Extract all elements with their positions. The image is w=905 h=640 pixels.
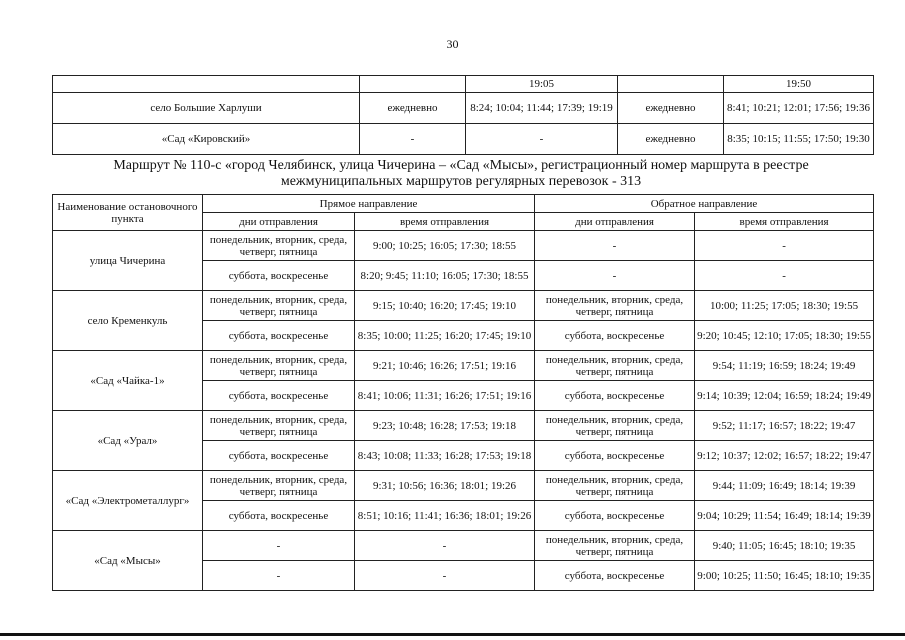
times-backward-cell: 9:00; 10:25; 11:50; 16:45; 18:10; 19:35 [695, 561, 874, 591]
days-forward-cell: понедельник, вторник, среда, четверг, пятница [203, 471, 355, 501]
days-forward-cell: - [360, 124, 466, 155]
times-backward-cell: - [695, 261, 874, 291]
table-row [53, 291, 874, 321]
days-forward-cell: понедельник, вторник, среда, четверг, пятница [203, 231, 355, 261]
stop-name-cell [53, 76, 360, 93]
days-backward-cell: - [535, 231, 695, 261]
times-forward-cell: 9:00; 10:25; 16:05; 17:30; 18:55 [355, 231, 535, 261]
days-backward-cell: суббота, воскресенье [535, 381, 695, 411]
stop-name-header: Наименование остановочного пункта [53, 195, 203, 231]
times-backward-cell: 10:00; 11:25; 17:05; 18:30; 19:55 [695, 291, 874, 321]
table-row [53, 351, 874, 381]
times-forward-cell: - [355, 561, 535, 591]
times-backward-cell: 19:50 [724, 76, 874, 93]
table-row [53, 76, 874, 93]
days-backward-cell: суббота, воскресенье [535, 561, 695, 591]
times-forward-cell: 8:51; 10:16; 11:41; 16:36; 18:01; 19:26 [355, 501, 535, 531]
times-backward-cell: 9:14; 10:39; 12:04; 16:59; 18:24; 19:49 [695, 381, 874, 411]
days-forward-cell: суббота, воскресенье [203, 441, 355, 471]
stop-name-cell: «Сад «Урал» [53, 411, 203, 471]
table-row [53, 231, 874, 261]
times-forward-cell: - [466, 124, 618, 155]
days-forward-cell: суббота, воскресенье [203, 501, 355, 531]
times-forward-cell: 8:41; 10:06; 11:31; 16:26; 17:51; 19:16 [355, 381, 535, 411]
times-forward-cell: 9:15; 10:40; 16:20; 17:45; 19:10 [355, 291, 535, 321]
times-forward-cell: 9:23; 10:48; 16:28; 17:53; 19:18 [355, 411, 535, 441]
days-backward-cell: суббота, воскресенье [535, 441, 695, 471]
days-backward-cell [618, 76, 724, 93]
stop-name-cell: «Сад «Чайка-1» [53, 351, 203, 411]
scan-edge-line [0, 633, 905, 636]
previous-route-table-tail [52, 75, 874, 155]
days-forward-header: дни отправления [203, 213, 355, 231]
times-forward-cell: 19:05 [466, 76, 618, 93]
backward-direction-header: Обратное направление [535, 195, 874, 213]
times-backward-cell: 9:54; 11:19; 16:59; 18:24; 19:49 [695, 351, 874, 381]
days-backward-cell: - [535, 261, 695, 291]
days-backward-header: дни отправления [535, 213, 695, 231]
table-row [53, 471, 874, 501]
times-forward-cell: 8:43; 10:08; 11:33; 16:28; 17:53; 19:18 [355, 441, 535, 471]
days-backward-cell: понедельник, вторник, среда, четверг, пятница [535, 471, 695, 501]
days-forward-cell: суббота, воскресенье [203, 261, 355, 291]
days-backward-cell: суббота, воскресенье [535, 321, 695, 351]
days-backward-cell: понедельник, вторник, среда, четверг, пятница [535, 531, 695, 561]
days-backward-cell: суббота, воскресенье [535, 501, 695, 531]
times-backward-cell: 9:52; 11:17; 16:57; 18:22; 19:47 [695, 411, 874, 441]
times-backward-cell: 9:12; 10:37; 12:02; 16:57; 18:22; 19:47 [695, 441, 874, 471]
page-number: 30 [446, 37, 459, 51]
stop-name-cell: село Кременкуль [53, 291, 203, 351]
days-forward-cell: суббота, воскресенье [203, 321, 355, 351]
days-forward-cell [360, 76, 466, 93]
days-backward-cell: понедельник, вторник, среда, четверг, пятница [535, 411, 695, 441]
days-forward-cell: понедельник, вторник, среда, четверг, пятница [203, 411, 355, 441]
days-forward-cell: ежедневно [360, 93, 466, 124]
route-title: Маршрут № 110-с «город Челябинск, улица Чичерина – «Сад «Мысы», регистрационный номер маршрута в реестре межмуниципальных маршрутов регулярных перевозок - 313 [113, 158, 809, 189]
forward-direction-header: Прямое направление [203, 195, 535, 213]
times-backward-cell: 9:40; 11:05; 16:45; 18:10; 19:35 [695, 531, 874, 561]
days-forward-cell: суббота, воскресенье [203, 381, 355, 411]
days-backward-cell: ежедневно [618, 124, 724, 155]
days-forward-cell: понедельник, вторник, среда, четверг, пятница [203, 291, 355, 321]
table-row [53, 411, 874, 441]
times-forward-cell: - [355, 531, 535, 561]
days-backward-cell: ежедневно [618, 93, 724, 124]
stop-name-cell: «Сад «Кировский» [53, 124, 360, 155]
times-backward-cell: 9:04; 10:29; 11:54; 16:49; 18:14; 19:39 [695, 501, 874, 531]
times-backward-cell: 9:44; 11:09; 16:49; 18:14; 19:39 [695, 471, 874, 501]
stop-name-cell: «Сад «Электрометаллург» [53, 471, 203, 531]
days-forward-cell: - [203, 531, 355, 561]
times-forward-cell: 9:21; 10:46; 16:26; 17:51; 19:16 [355, 351, 535, 381]
days-forward-cell: понедельник, вторник, среда, четверг, пятница [203, 351, 355, 381]
times-forward-cell: 9:31; 10:56; 16:36; 18:01; 19:26 [355, 471, 535, 501]
stop-name-cell: село Большие Харлуши [53, 93, 360, 124]
times-forward-cell: 8:35; 10:00; 11:25; 16:20; 17:45; 19:10 [355, 321, 535, 351]
stop-name-cell: «Сад «Мысы» [53, 531, 203, 591]
times-backward-cell: - [695, 231, 874, 261]
times-backward-cell: 9:20; 10:45; 12:10; 17:05; 18:30; 19:55 [695, 321, 874, 351]
table-row [53, 93, 874, 124]
times-backward-header: время отправления [695, 213, 874, 231]
times-backward-cell: 8:41; 10:21; 12:01; 17:56; 19:36 [724, 93, 874, 124]
days-forward-cell: - [203, 561, 355, 591]
table-row [53, 124, 874, 155]
times-forward-header: время отправления [355, 213, 535, 231]
stop-name-cell: улица Чичерина [53, 231, 203, 291]
days-backward-cell: понедельник, вторник, среда, четверг, пятница [535, 291, 695, 321]
times-forward-cell: 8:24; 10:04; 11:44; 17:39; 19:19 [466, 93, 618, 124]
route-schedule-table [52, 194, 874, 591]
table-row [53, 531, 874, 561]
times-backward-cell: 8:35; 10:15; 11:55; 17:50; 19:30 [724, 124, 874, 155]
days-backward-cell: понедельник, вторник, среда, четверг, пятница [535, 351, 695, 381]
times-forward-cell: 8:20; 9:45; 11:10; 16:05; 17:30; 18:55 [355, 261, 535, 291]
table-header-row [53, 195, 874, 213]
